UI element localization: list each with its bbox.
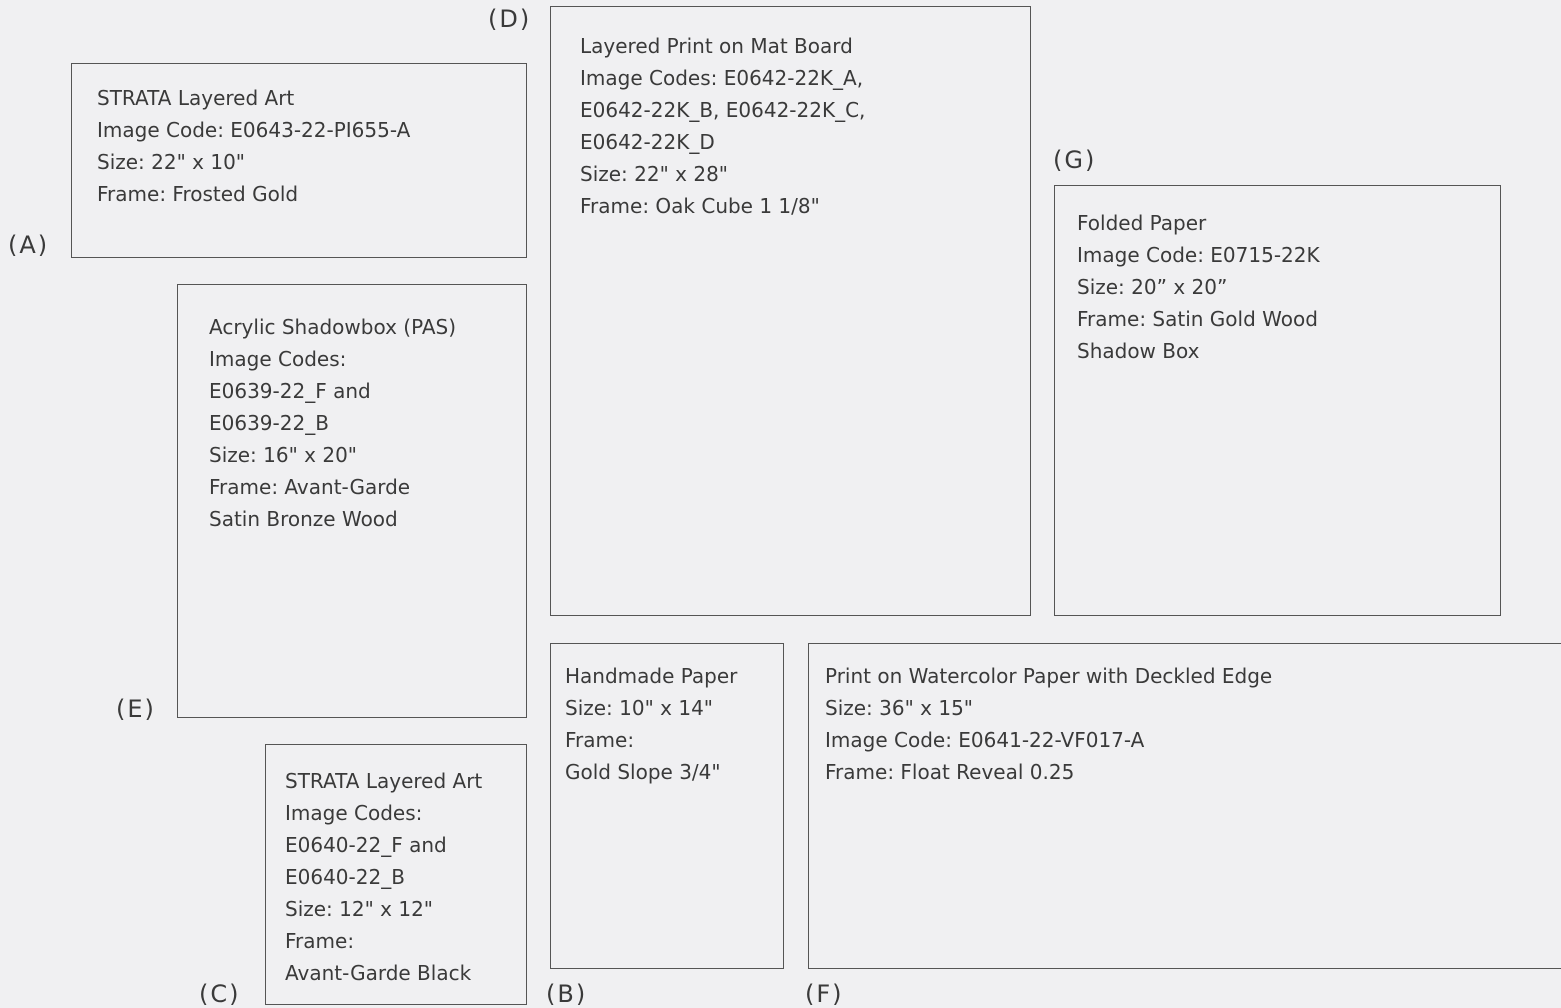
panel-c-line-6: Frame: <box>285 929 355 953</box>
panel-d-text <box>580 30 865 222</box>
panel-c-line-4: E0640-22_B <box>285 865 405 889</box>
panel-b-label: (B) <box>546 980 588 1008</box>
panel-e-line-1: Acrylic Shadowbox (PAS) <box>209 315 457 339</box>
panel-e-line-7: Satin Bronze Wood <box>209 507 398 531</box>
panel-g-line-5: Shadow Box <box>1077 339 1200 363</box>
panel-a-line-2: Image Code: E0643-22-PI655-A <box>97 118 411 142</box>
panel-a-label: (A) <box>8 231 50 259</box>
panel-g-line-4: Frame: Satin Gold Wood <box>1077 307 1318 331</box>
panel-d-line-3: E0642-22K_B, E0642-22K_C, <box>580 98 866 122</box>
panel-c-line-3: E0640-22_F and <box>285 833 447 857</box>
panel-d-label: (D) <box>488 5 532 33</box>
panel-e-line-6: Frame: Avant-Garde <box>209 475 411 499</box>
panel-d-line-5: Size: 22" x 28" <box>580 162 728 186</box>
panel-e-line-3: E0639-22_F and <box>209 379 371 403</box>
panel-f-line-2: Size: 36" x 15" <box>825 696 973 720</box>
panel-c-label: (C) <box>199 980 241 1008</box>
panel-e-line-4: E0639-22_B <box>209 411 329 435</box>
panel-b-line-2: Size: 10" x 14" <box>565 696 713 720</box>
panel-d-line-6: Frame: Oak Cube 1 1/8" <box>580 194 820 218</box>
panel-d-line-1: Layered Print on Mat Board <box>580 34 853 58</box>
panel-c-text <box>285 765 482 989</box>
panel-d-line-4: E0642-22K_D <box>580 130 715 154</box>
panel-d-line-2: Image Codes: E0642-22K_A, <box>580 66 864 90</box>
panel-e-line-2: Image Codes: <box>209 347 347 371</box>
panel-b-line-4: Gold Slope 3/4" <box>565 760 721 784</box>
panel-e-text <box>209 311 456 535</box>
panel-b-text <box>565 660 737 788</box>
panel-a-text <box>97 82 410 210</box>
panel-g-line-1: Folded Paper <box>1077 211 1207 235</box>
panel-f-line-4: Frame: Float Reveal 0.25 <box>825 760 1075 784</box>
panel-a-line-3: Size: 22" x 10" <box>97 150 245 174</box>
panel-f-label: (F) <box>805 980 844 1008</box>
panel-b-line-1: Handmade Paper <box>565 664 738 688</box>
panel-b-line-3: Frame: <box>565 728 635 752</box>
panel-c-line-7: Avant-Garde Black <box>285 961 472 985</box>
panel-e-label: (E) <box>116 695 156 723</box>
panel-f-line-1: Print on Watercolor Paper with Deckled Edge <box>825 664 1273 688</box>
panel-g-label: (G) <box>1053 146 1097 174</box>
panel-a-line-4: Frame: Frosted Gold <box>97 182 299 206</box>
panel-g-text <box>1077 207 1320 367</box>
panel-g-line-3: Size: 20” x 20” <box>1077 275 1228 299</box>
panel-f-text <box>825 660 1272 788</box>
panel-c-line-2: Image Codes: <box>285 801 423 825</box>
panel-a-line-1: STRATA Layered Art <box>97 86 295 110</box>
panel-c-line-5: Size: 12" x 12" <box>285 897 433 921</box>
panel-f-line-3: Image Code: E0641-22-VF017-A <box>825 728 1145 752</box>
panel-c-line-1: STRATA Layered Art <box>285 769 483 793</box>
panel-e-line-5: Size: 16" x 20" <box>209 443 357 467</box>
panel-g-line-2: Image Code: E0715-22K <box>1077 243 1320 267</box>
